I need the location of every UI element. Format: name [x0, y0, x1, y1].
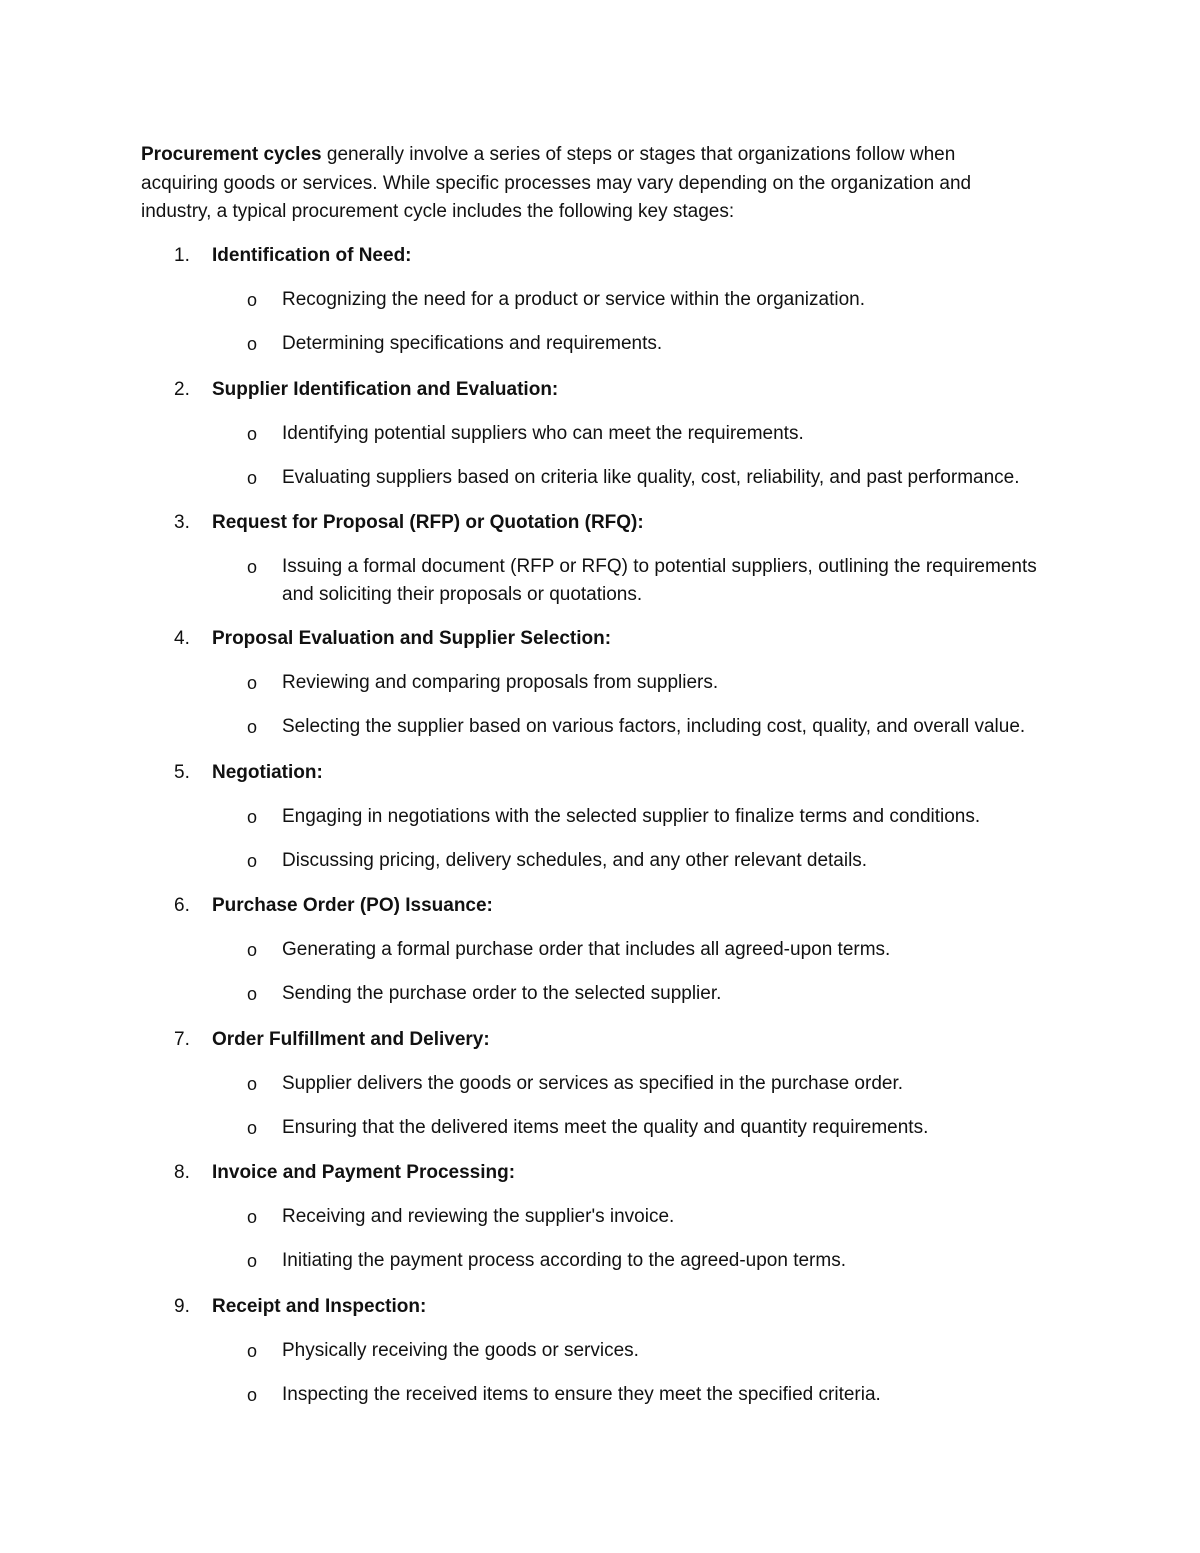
bullet-marker: o [247, 468, 258, 488]
bullet-item [141, 936, 1081, 964]
bullet-item [141, 980, 1081, 1008]
bullet-text: Identifying potential suppliers who can meet the requirements. [282, 423, 804, 444]
bullet-item [141, 330, 1081, 358]
intro-lead: Procurement cycles [141, 144, 322, 165]
stage-number: 2. [174, 379, 190, 400]
stage-number: 1. [174, 245, 190, 266]
stage-heading [141, 376, 1081, 404]
stage-item [141, 1293, 1081, 1409]
bullet-item [141, 464, 1081, 492]
stage-heading [141, 1159, 1081, 1187]
bullet-marker: o [247, 290, 258, 310]
bullet-text: Evaluating suppliers based on criteria like quality, cost, reliability, and past performance. [282, 467, 1020, 488]
bullet-marker: o [247, 807, 258, 827]
stage-title: Identification of Need: [212, 245, 412, 266]
bullet-marker: o [247, 1251, 258, 1271]
bullet-marker: o [247, 1118, 258, 1138]
stage-number: 6. [174, 895, 190, 916]
stage-number: 9. [174, 1296, 190, 1317]
bullet-text: Initiating the payment process according to the agreed-upon terms. [282, 1250, 846, 1271]
intro-paragraph [141, 141, 1021, 227]
bullet-text: Sending the purchase order to the selected supplier. [282, 983, 722, 1004]
bullet-text: Discussing pricing, delivery schedules, and any other relevant details. [282, 850, 868, 871]
bullet-marker: o [247, 984, 258, 1004]
bullet-text: Reviewing and comparing proposals from suppliers. [282, 672, 719, 693]
bullet-marker: o [247, 851, 258, 871]
stage-title: Supplier Identification and Evaluation: [212, 379, 559, 400]
bullet-item [141, 803, 1081, 831]
stage-title: Order Fulfillment and Delivery: [212, 1029, 490, 1050]
bullet-marker: o [247, 424, 258, 444]
stage-title: Receipt and Inspection: [212, 1296, 427, 1317]
stage-heading [141, 1293, 1081, 1321]
stage-heading [141, 242, 1081, 270]
stage-item [141, 892, 1081, 1008]
bullet-text: Selecting the supplier based on various factors, including cost, quality, and overall value. [282, 716, 1026, 737]
bullet-marker: o [247, 557, 258, 577]
stage-item [141, 1159, 1081, 1275]
stage-item [141, 509, 1081, 609]
stage-item [141, 759, 1081, 875]
bullet-text: Recognizing the need for a product or service within the organization. [282, 289, 866, 310]
stage-heading [141, 759, 1081, 787]
bullet-item [141, 713, 1081, 741]
bullet-item [141, 1337, 1081, 1365]
stage-heading [141, 1026, 1081, 1054]
bullet-marker: o [247, 334, 258, 354]
stage-item [141, 625, 1081, 741]
bullet-item [141, 286, 1081, 314]
stage-heading [141, 509, 1081, 537]
bullet-text: Generating a formal purchase order that includes all agreed-upon terms. [282, 939, 891, 960]
bullet-marker: o [247, 1074, 258, 1094]
bullet-item [141, 1247, 1081, 1275]
stage-number: 4. [174, 628, 190, 649]
stage-number: 3. [174, 512, 190, 533]
bullet-item [141, 669, 1081, 697]
stage-title: Purchase Order (PO) Issuance: [212, 895, 493, 916]
stage-number: 7. [174, 1029, 190, 1050]
stage-item [141, 242, 1081, 358]
stage-title: Proposal Evaluation and Supplier Selection: [212, 628, 612, 649]
bullet-item [141, 847, 1081, 875]
bullet-text: Supplier delivers the goods or services as specified in the purchase order. [282, 1073, 904, 1094]
stage-number: 8. [174, 1162, 190, 1183]
stage-item [141, 1026, 1081, 1142]
bullet-marker: o [247, 940, 258, 960]
bullet-text: Engaging in negotiations with the selected supplier to finalize terms and conditions. [282, 806, 981, 827]
bullet-marker: o [247, 1207, 258, 1227]
intro-text: generally involve a series of steps or stages that organizations follow when acquiring goods or services. While specific processes may vary depending on the organization and industry, a typical procurement cycle includes the following key stages: [141, 144, 972, 222]
bullet-marker: o [247, 1341, 258, 1361]
bullet-item [141, 1070, 1081, 1098]
bullet-item [141, 1381, 1081, 1409]
bullet-item [141, 1203, 1081, 1231]
bullet-text: Ensuring that the delivered items meet the quality and quantity requirements. [282, 1117, 929, 1138]
stage-heading [141, 625, 1081, 653]
bullet-item [141, 553, 1081, 609]
bullet-text: Determining specifications and requirements. [282, 333, 663, 354]
stage-number: 5. [174, 762, 190, 783]
bullet-item [141, 420, 1081, 448]
stage-title: Invoice and Payment Processing: [212, 1162, 516, 1183]
stage-item [141, 376, 1081, 492]
bullet-text: Physically receiving the goods or services. [282, 1340, 639, 1361]
stage-title: Negotiation: [212, 762, 323, 783]
stage-heading [141, 892, 1081, 920]
bullet-text: Inspecting the received items to ensure they meet the specified criteria. [282, 1384, 881, 1405]
bullet-text: Issuing a formal document (RFP or RFQ) to potential suppliers, outlining the requirements and soliciting their proposals or quotations. [282, 556, 1037, 605]
bullet-marker: o [247, 717, 258, 737]
bullet-marker: o [247, 1385, 258, 1405]
stage-title: Request for Proposal (RFP) or Quotation (RFQ): [212, 512, 644, 533]
bullet-item [141, 1114, 1081, 1142]
bullet-marker: o [247, 673, 258, 693]
bullet-text: Receiving and reviewing the supplier's invoice. [282, 1206, 675, 1227]
